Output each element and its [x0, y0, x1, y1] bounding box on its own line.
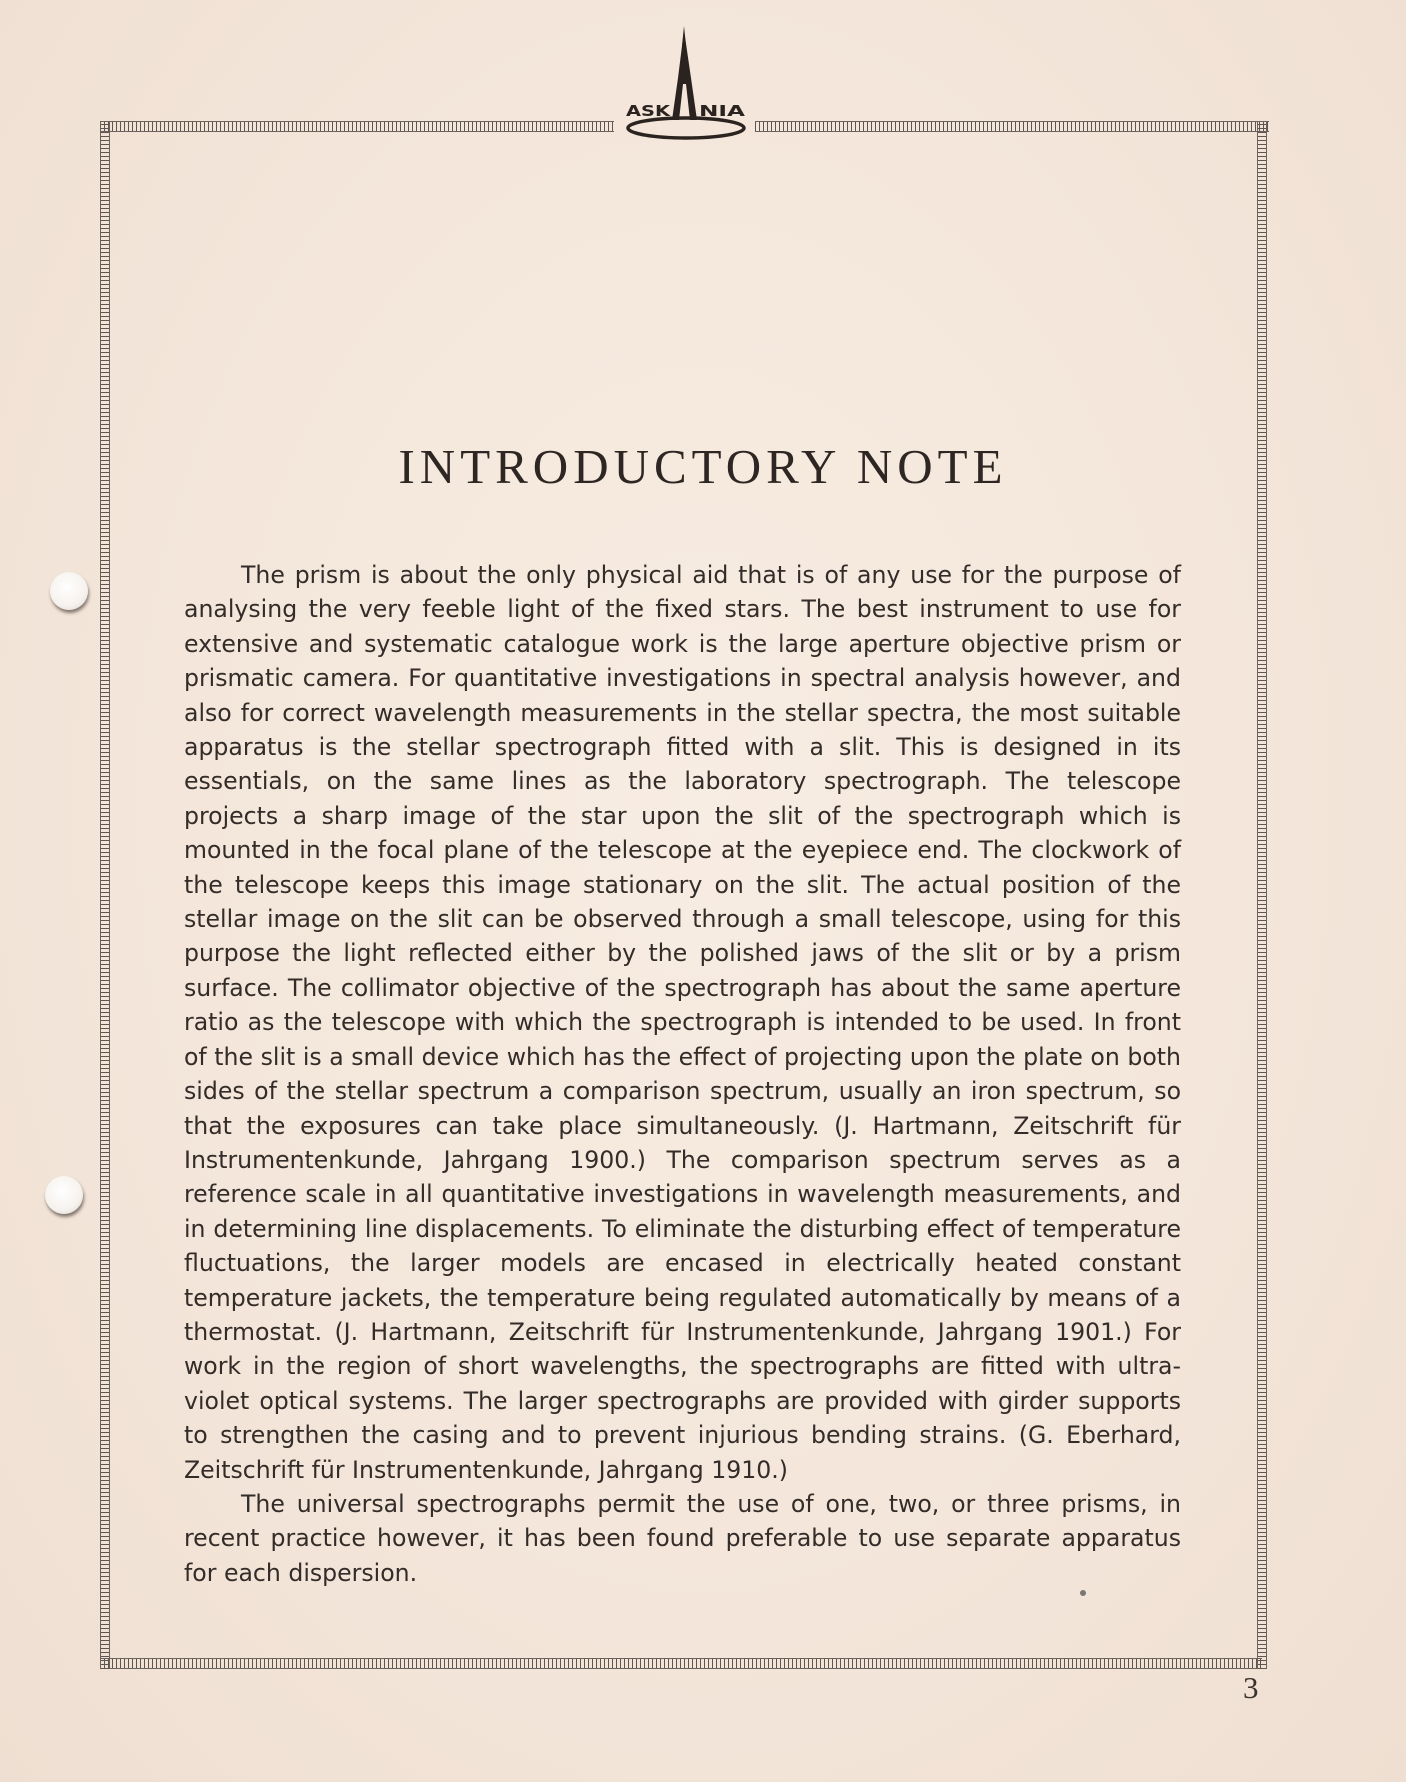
binder-hole-top — [50, 572, 88, 610]
logo-text-right: NIA — [699, 102, 746, 120]
logo-text-left: ASK — [626, 102, 672, 120]
binder-hole-bottom — [45, 1176, 83, 1214]
body-text — [184, 558, 1181, 1590]
paragraph: The prism is about the only physical aid that is of any use for the purpose of analysing the very feeble light of the fixed stars. The best instrument to use for extensive and systematic catalogue work is the large aperture objective prism or prismatic camera. For quantitative investigations in spectral analysis however, and also for correct wavelength measurements in the stellar spectra, the most suitable apparatus is the stellar spectrograph fitted with a slit. This is designed in its essentials, on the same lines as the laboratory spectrograph. The telescope projects a sharp image of the star upon the slit of the spectrograph which is mounted in the focal plane of the telescope at the eyepiece end. The clockwork of the telescope keeps this image stationary on the slit. The actual position of the stellar image on the slit can be observed through a small telescope, using for this purpose the light reflected either by the polished jaws of the slit or by a prism surface. The collimator objective of the spectrograph has about the same aperture ratio as the telescope with which the spectrograph is intended to be used. In front of the slit is a small device which has the effect of projecting upon the plate on both sides of the stellar spectrum a comparison spectrum, usually an iron spectrum, so that the exposures can take place simultaneously. (J. Hartmann, Zeitschrift für Instrumentenkunde, Jahrgang 1900.) The comparison spectrum serves as a reference scale in all quantitative investigations in wavelength measurements, and in determining line displacements. To eliminate the disturbing effect of temperature fluctuations, the larger models are encased in electrically heated constant temperature jackets, the temperature being regulated automatically by means of a thermostat. (J. Hartmann, Zeitschrift für Instrumentenkunde, Jahrgang 1901.) For work in the region of short wavelengths, the spectrographs are fitted with ultra-violet optical systems. The larger spectrographs are provided with girder supports to strengthen the casing and to prevent injurious bending strains. (G. Eberhard, Zeitschrift für Instrumentenkunde, Jahrgang 1910.) — [184, 561, 1181, 1484]
askania-logo — [620, 2, 752, 144]
frame-right — [1257, 121, 1267, 1669]
frame-top-left — [100, 121, 614, 132]
paragraph: The universal spectrographs permit the use of one, two, or three prisms, in recent practice however, it has been found preferable to use separate apparatus for each dispersion. — [184, 1489, 1181, 1587]
frame-left — [100, 121, 110, 1669]
ink-speck — [1080, 1590, 1086, 1596]
logo-wordmark: ASKANIA — [683, 2, 689, 3]
frame-bottom — [100, 1658, 1262, 1669]
page-number: 3 — [1243, 1670, 1259, 1705]
frame-top-right — [755, 121, 1269, 132]
page-title: INTRODUCTORY NOTE — [398, 439, 1008, 494]
